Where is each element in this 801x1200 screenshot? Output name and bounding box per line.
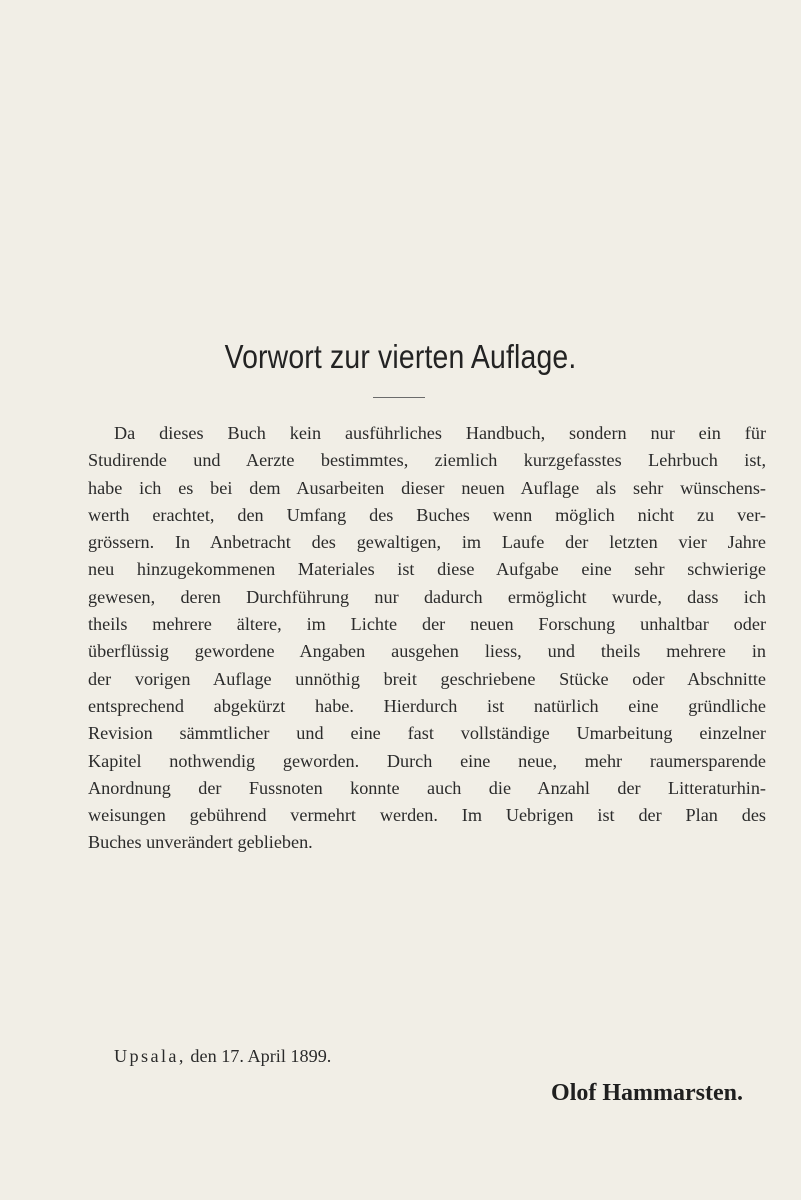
text-line: Kapitel nothwendig geworden. Durch eine neue, mehr raumersparende <box>88 750 766 771</box>
text-line: theils mehrere ältere, im Lichte der neuen Forschung unhaltbar oder <box>88 614 766 635</box>
dateline <box>114 1046 331 1067</box>
text-line: werth erachtet, den Umfang des Buches wenn möglich nicht zu ver- <box>88 504 766 525</box>
text-line: Anordnung der Fussnoten konnte auch die Anzahl der Litteraturhin- <box>88 777 766 798</box>
text-line: entsprechend abgekürzt habe. Hierdurch ist natürlich eine gründliche <box>88 695 766 716</box>
text-line: grössern. In Anbetracht des gewaltigen, im Laufe der letzten vier Jahre <box>88 532 766 553</box>
text-line: der vorigen Auflage unnöthig breit geschriebene Stücke oder Abschnitte <box>88 668 766 689</box>
place-name: Upsala, <box>114 1046 186 1066</box>
page-title: Vorwort zur vierten Auflage. <box>224 338 577 375</box>
text-line: Buches unverändert geblieben. <box>88 832 313 853</box>
text-line: überflüssig gewordene Angaben ausgehen liess, und theils mehrere in <box>88 641 766 662</box>
title-divider <box>373 397 425 398</box>
date-text: den 17. April 1899. <box>190 1046 332 1066</box>
author-signature: Olof Hammarsten. <box>551 1080 743 1106</box>
text-line: Da dieses Buch kein ausführliches Handbuch, sondern nur ein für <box>114 423 766 443</box>
text-line: Studirende und Aerzte bestimmtes, ziemlich kurzgefasstes Lehrbuch ist, <box>88 450 766 471</box>
text-line: Revision sämmtlicher und eine fast vollständige Umarbeitung einzelner <box>88 723 766 744</box>
text-line: neu hinzugekommenen Materiales ist diese Aufgabe eine sehr schwierige <box>88 559 766 580</box>
preface-paragraph <box>88 420 766 857</box>
text-line: weisungen gebührend vermehrt werden. Im Uebrigen ist der Plan des <box>88 805 766 826</box>
text-line: gewesen, deren Durchführung nur dadurch ermöglicht wurde, dass ich <box>88 586 766 607</box>
text-line: habe ich es bei dem Ausarbeiten dieser neuen Auflage als sehr wünschens- <box>88 477 766 498</box>
